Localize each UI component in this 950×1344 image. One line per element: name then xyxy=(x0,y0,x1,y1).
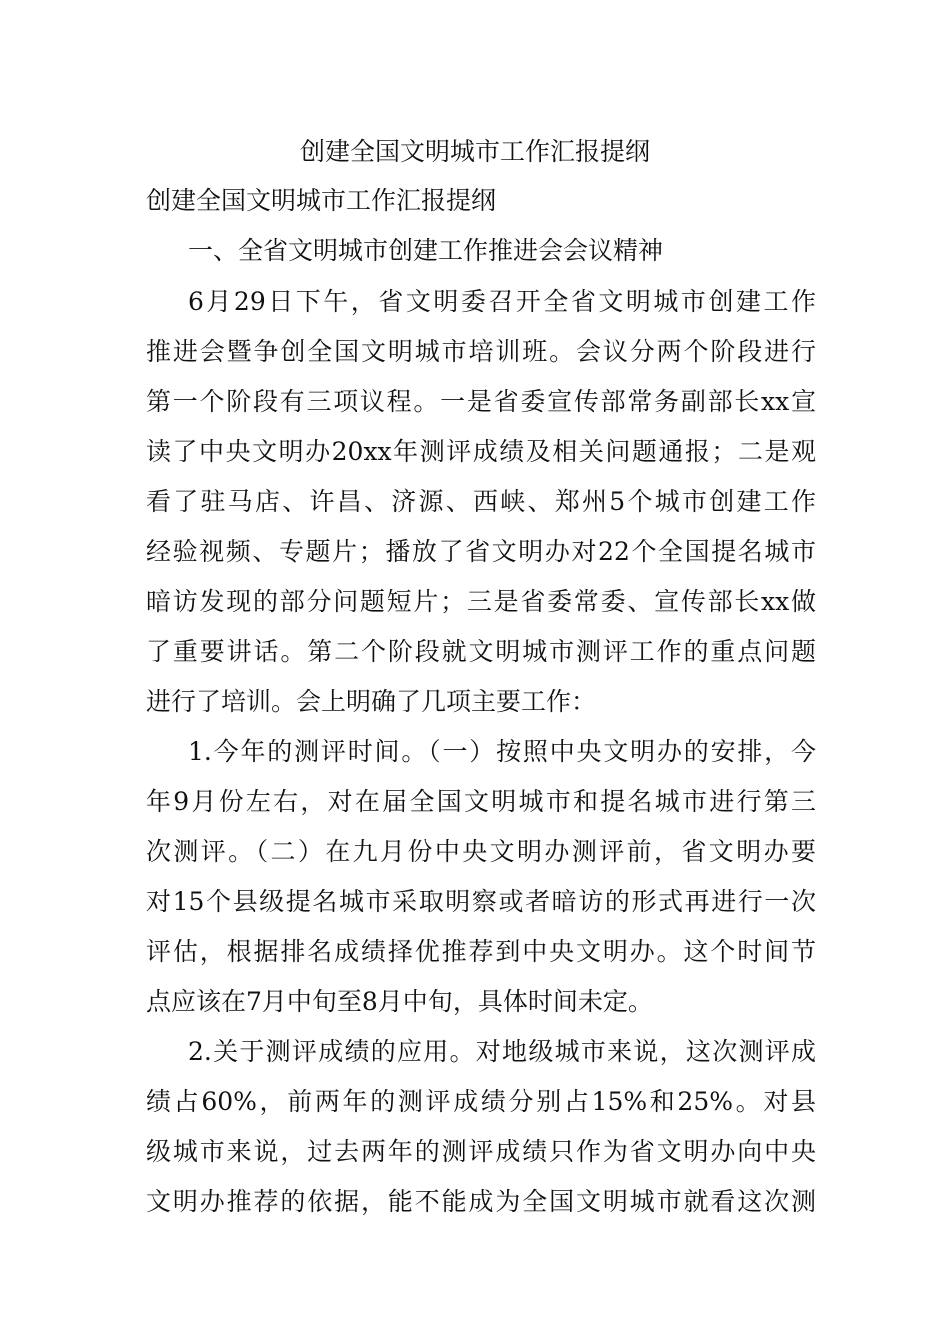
paragraph-line: 级城市来说，过去两年的测评成绩只作为省文明办向中央 xyxy=(146,1137,816,1166)
paragraph-line: 推进会暨争创全国文明城市培训班。会议分两个阶段进行 xyxy=(146,337,816,366)
paragraph-line: 1.今年的测评时间。（一）按照中央文明办的安排，今 xyxy=(188,737,816,766)
paragraph-line: 暗访发现的部分问题短片；三是省委常委、宣传部长xx做 xyxy=(146,587,816,616)
document-title: 创建全国文明城市工作汇报提纲 xyxy=(299,137,650,166)
paragraph-line: 次测评。（二）在九月份中央文明办测评前，省文明办要 xyxy=(146,837,816,866)
paragraph-line: 6月29日下午，省文明委召开全省文明城市创建工作 xyxy=(188,287,816,316)
document-subtitle: 创建全国文明城市工作汇报提纲 xyxy=(146,186,497,215)
paragraph-line: 对15个县级提名城市采取明察或者暗访的形式再进行一次 xyxy=(146,887,816,916)
paragraph-line: 第一个阶段有三项议程。一是省委宣传部常务副部长xx宣 xyxy=(146,387,816,416)
paragraph-line: 点应该在7月中旬至8月中旬，具体时间未定。 xyxy=(146,987,653,1016)
paragraph-line: 评估，根据排名成绩择优推荐到中央文明办。这个时间节 xyxy=(146,937,816,966)
paragraph-line: 看了驻马店、许昌、济源、西峡、郑州5个城市创建工作 xyxy=(146,487,816,516)
paragraph-line: 进行了培训。会上明确了几项主要工作： xyxy=(146,687,597,716)
paragraph-line: 了重要讲话。第二个阶段就文明城市测评工作的重点问题 xyxy=(146,637,816,666)
paragraph-line: 读了中央文明办20xx年测评成绩及相关问题通报；二是观 xyxy=(146,437,816,466)
paragraph-line: 年9月份左右，对在届全国文明城市和提名城市进行第三 xyxy=(146,787,816,816)
paragraph-line: 绩占60%，前两年的测评成绩分别占15%和25%。对县 xyxy=(146,1087,816,1116)
paragraph-line: 文明办推荐的依据，能不能成为全国文明城市就看这次测 xyxy=(146,1187,816,1216)
paragraph-line: 2.关于测评成绩的应用。对地级城市来说，这次测评成 xyxy=(188,1037,816,1066)
section-heading: 一、全省文明城市创建工作推进会会议精神 xyxy=(188,236,664,265)
paragraph-line: 经验视频、专题片；播放了省文明办对22个全国提名城市 xyxy=(146,537,816,566)
